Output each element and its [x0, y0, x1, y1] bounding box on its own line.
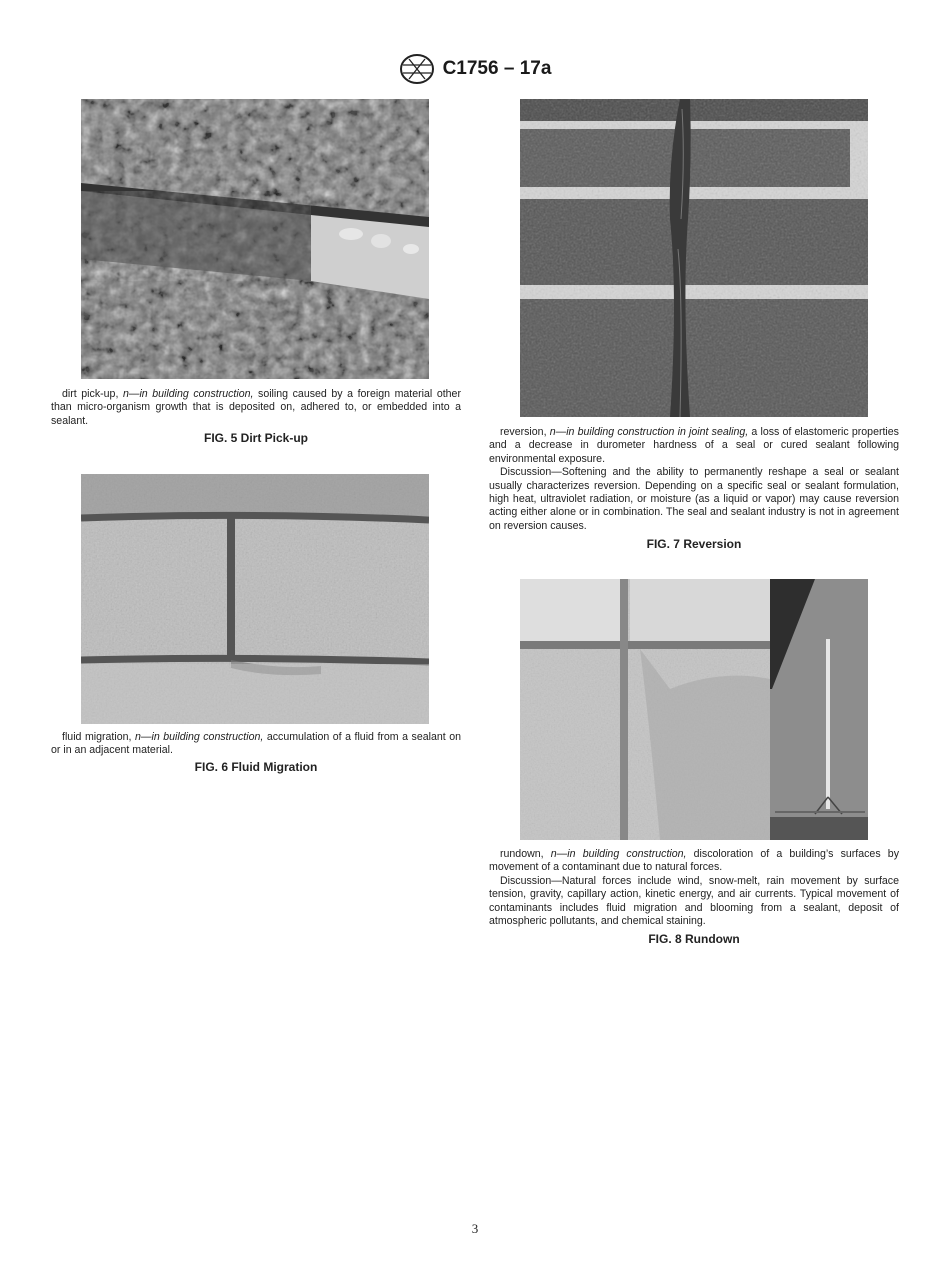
fig7-discussion: Discussion—Softening and the ability to permanently reshape a seal or sealant usually characterizes reversion. Depending on a specific seal or sealant formulation, high heat, ultraviolet radiation, or moisture (as a liquid or vapor) may cause reversion acting either alone or in combination. The seal and sealant industry is not in agreement on reversion causes.: [489, 466, 899, 532]
astm-logo-icon: [399, 53, 435, 85]
fig7-definition: reversion, n—in building construction in joint sealing, a loss of elastomeric properties and a decrease in durometer hardness of a seal or cured sealant following environmental exposure. Discussion—Softening and the ability to permanently reshape a seal or sealant usually characterizes reversion. Depending on a specific seal or sealant formulation, high heat, ultraviolet radiation, or moisture (as a liquid or vapor) may cause reversion acting either alone or in combination. The seal and sealant industry is not in agreement on reversion causes.: [489, 426, 899, 532]
fig8-discussion: Discussion—Natural forces include wind, snow-melt, rain movement by surface tension, gravity, capillary action, kinetic energy, and air currents. Typical movement of contaminants includes fluid migration and blooming from a sealant, deposit of atmospheric pollutants, and chemical staining.: [489, 874, 899, 928]
fig7-caption: FIG. 7 Reversion: [646, 537, 742, 551]
fig8-caption: FIG. 8 Rundown: [648, 932, 740, 946]
fig7-photo: [520, 99, 868, 417]
fig8-photo: [520, 579, 868, 840]
fig8-definition: rundown, n—in building construction, discoloration of a building’s surfaces by movement of a contaminant due to natural forces. Discussion—Natural forces include wind, snow-melt, rain movement by surface tension, gravity, capillary action, kinetic energy, and air currents. Typical movement of contaminants includes fluid migration and blooming from a sealant, deposit of atmospheric pollutants, and chemical staining.: [489, 848, 899, 928]
fig6-photo: [81, 474, 429, 724]
page-number: 3: [471, 1221, 479, 1236]
page-header: [0, 52, 950, 86]
fig5-caption: FIG. 5 Dirt Pick-up: [203, 431, 308, 445]
fig6-definition: fluid migration, n—in building construction, accumulation of a fluid from a sealant on or in an adjacent material.: [51, 731, 461, 757]
fig5-photo: [81, 99, 429, 379]
fig5-definition: dirt pick-up, n—in building construction, soiling caused by a foreign material other than micro-organism growth that is deposited on, adhered to, or embedded into a sealant.: [51, 388, 461, 427]
document-designation: C1756 – 17a: [442, 58, 552, 79]
fig6-caption: FIG. 6 Fluid Migration: [194, 760, 318, 774]
